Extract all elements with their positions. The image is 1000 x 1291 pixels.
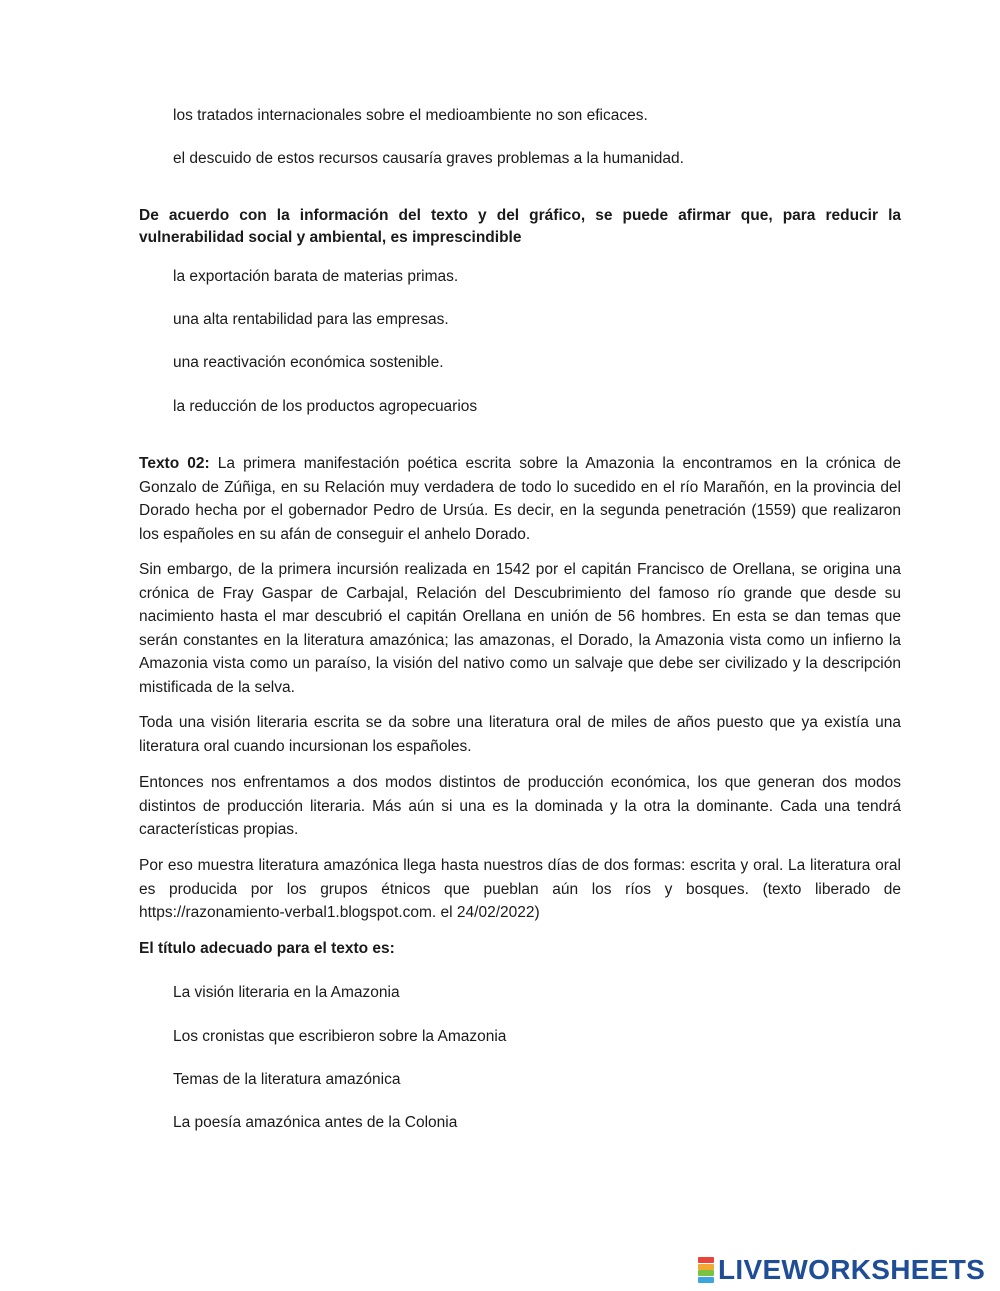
question-prompt: El título adecuado para el texto es: (139, 940, 395, 957)
logo-mark-bar (698, 1277, 714, 1283)
logo-text: LIVEWORKSHEETS (718, 1254, 986, 1285)
logo-mark-icon (698, 1257, 714, 1283)
answer-option[interactable]: una reactivación económica sostenible. (173, 354, 444, 371)
answer-option[interactable]: La poesía amazónica antes de la Colonia (173, 1114, 458, 1131)
answer-option[interactable]: una alta rentabilidad para las empresas. (173, 311, 449, 328)
liveworksheets-logo (698, 1255, 985, 1285)
answer-option[interactable]: Los cronistas que escribieron sobre la Amazonia (173, 1028, 507, 1045)
text-label: Texto 02: (139, 455, 210, 472)
reading-paragraph: Por eso muestra literatura amazónica llega hasta nuestros días de dos formas: escrita y oral. La literatura oral es producida por los grupos étnicos que pueblan aún los ríos y bosques. (texto liberado de https://razonamiento-verbal1.blogspot.com. el 24/02/2022) (139, 857, 901, 922)
answer-option[interactable]: la exportación barata de materias primas. (173, 268, 459, 285)
reading-paragraph: Toda una visión literaria escrita se da sobre una literatura oral de miles de años puesto que ya existía una literatura oral cuando incursionan los españoles. (139, 714, 901, 755)
question-prompt: De acuerdo con la información del texto y del gráfico, se puede afirmar que, para reducir la vulnerabilidad social y ambiental, es imprescindible (139, 207, 901, 246)
logo-mark-bar (698, 1257, 714, 1263)
logo-mark-bar (698, 1264, 714, 1270)
answer-option[interactable]: La visión literaria en la Amazonia (173, 984, 400, 1001)
answer-option[interactable]: los tratados internacionales sobre el medioambiente no son eficaces. (173, 107, 648, 124)
reading-paragraph: Sin embargo, de la primera incursión realizada en 1542 por el capitán Francisco de Orellana, se origina una crónica de Fray Gaspar de Carbajal, Relación del Descubrimiento del famoso río grande que desde su nacimiento hasta el mar descubrió el capitán Orellana en unión de 56 hombres. En esta se dan temas que serán constantes en la literatura amazónica; las amazonas, el Dorado, la Amazonia vista como un infierno la Amazonia vista como un paraíso, la visión del nativo como un salvaje que debe ser civilizado y la descripción mistificada de la selva. (139, 561, 901, 696)
reading-paragraph: Entonces nos enfrentamos a dos modos distintos de producción económica, los que generan dos modos distintos de producción literaria. Más aún si una es la dominada y la otra la dominante. Cada una tendrá características propias. (139, 774, 901, 839)
reading-paragraph (139, 452, 901, 546)
answer-option[interactable]: el descuido de estos recursos causaría graves problemas a la humanidad. (173, 150, 684, 167)
answer-option[interactable]: la reducción de los productos agropecuarios (173, 398, 478, 415)
paragraph-text: La primera manifestación poética escrita sobre la Amazonia la encontramos en la crónica de Gonzalo de Zúñiga, en su Relación muy verdadera de todo lo sucedido en el río Marañón, en la provincia del Dorado hecha por el gobernador Pedro de Ursúa. Es decir, en la segunda penetración (1559) que realizaron los españoles en su afán de conseguir el anhelo Dorado. (139, 455, 902, 543)
logo-mark-bar (698, 1270, 714, 1276)
answer-option[interactable]: Temas de la literatura amazónica (173, 1071, 401, 1088)
